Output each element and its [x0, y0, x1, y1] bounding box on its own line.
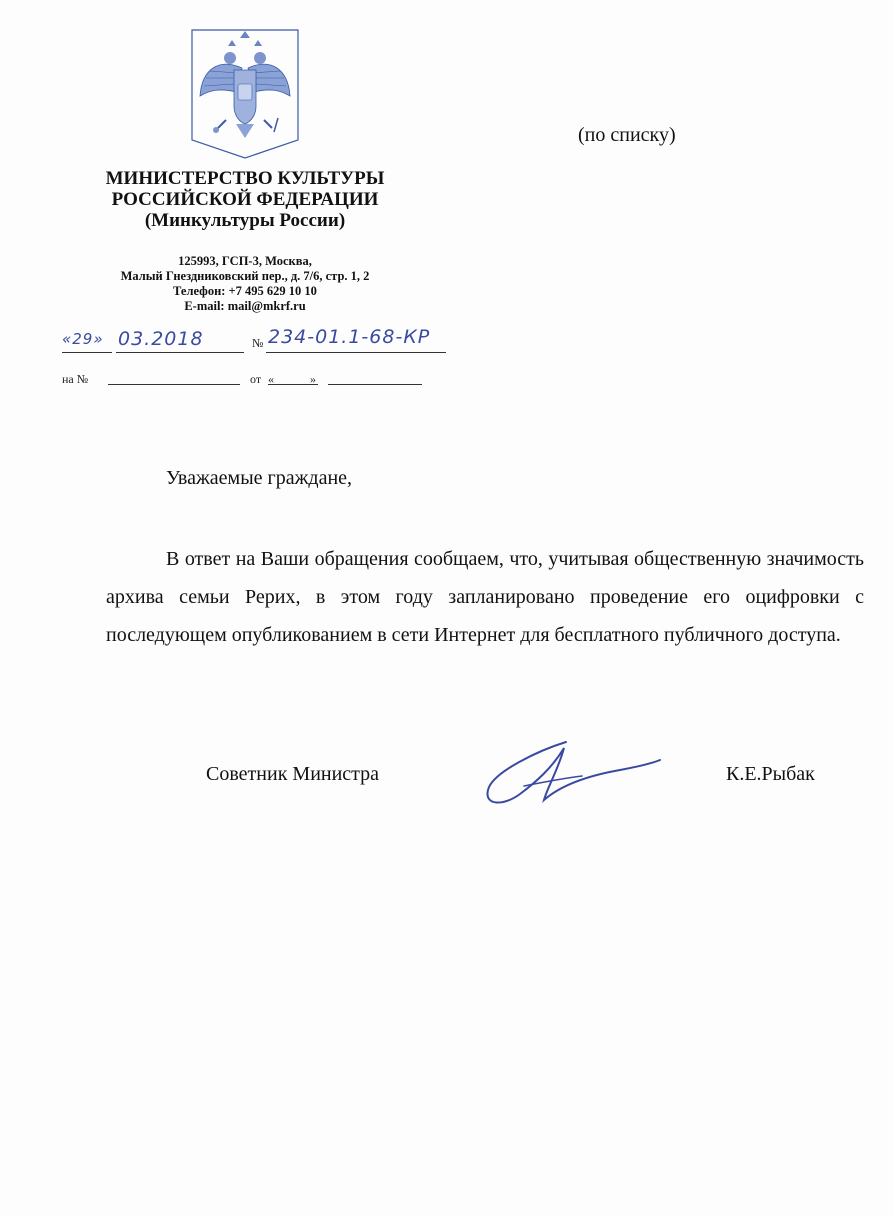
address-postal: 125993, ГСП-3, Москва, — [178, 254, 312, 268]
address-phone: Телефон: +7 495 629 10 10 — [173, 284, 317, 298]
registration-number-prefix: № — [252, 336, 264, 350]
ministry-address — [60, 254, 430, 314]
ministry-line-1: МИНИСТЕРСТВО КУЛЬТУРЫ — [105, 168, 385, 189]
reference-line — [62, 370, 432, 390]
registration-line — [62, 326, 462, 356]
reference-quote-open: « — [268, 372, 274, 386]
registration-day: «29» — [62, 330, 104, 348]
reference-na-label: на № — [62, 372, 89, 386]
double-headed-eagle-icon — [190, 28, 300, 160]
ministry-name — [60, 168, 430, 231]
reference-quote-close: » — [310, 372, 316, 386]
handwritten-signature — [470, 720, 670, 820]
ministry-line-2: РОССИЙСКОЙ ФЕДЕРАЦИИ — [111, 189, 379, 210]
coat-of-arms-emblem — [190, 28, 300, 160]
registration-date: 03.2018 — [118, 328, 204, 350]
address-email: E-mail: mail@mkrf.ru — [184, 299, 306, 313]
addressee: (по списку) — [578, 124, 676, 146]
registration-number: 234-01.1-68-КР — [268, 326, 431, 348]
ministry-line-3: (Минкультуры России) — [144, 210, 346, 231]
signer-title: Советник Министра — [206, 763, 380, 785]
reference-ot-label: от — [250, 372, 262, 386]
signer-name: К.Е.Рыбак — [726, 763, 815, 785]
greeting: Уважаемые граждане, — [166, 467, 353, 489]
address-street: Малый Гнездниковский пер., д. 7/6, стр. 1, 2 — [120, 269, 370, 283]
letter-body: В ответ на Ваши обращения сообщаем, что, учитывая общественную значимость архива семьи Рерих, в этом году запланировано проведение его оцифровки с последующем опубликованием в сети Интернет для бесплатного публичного доступа. — [106, 548, 864, 646]
